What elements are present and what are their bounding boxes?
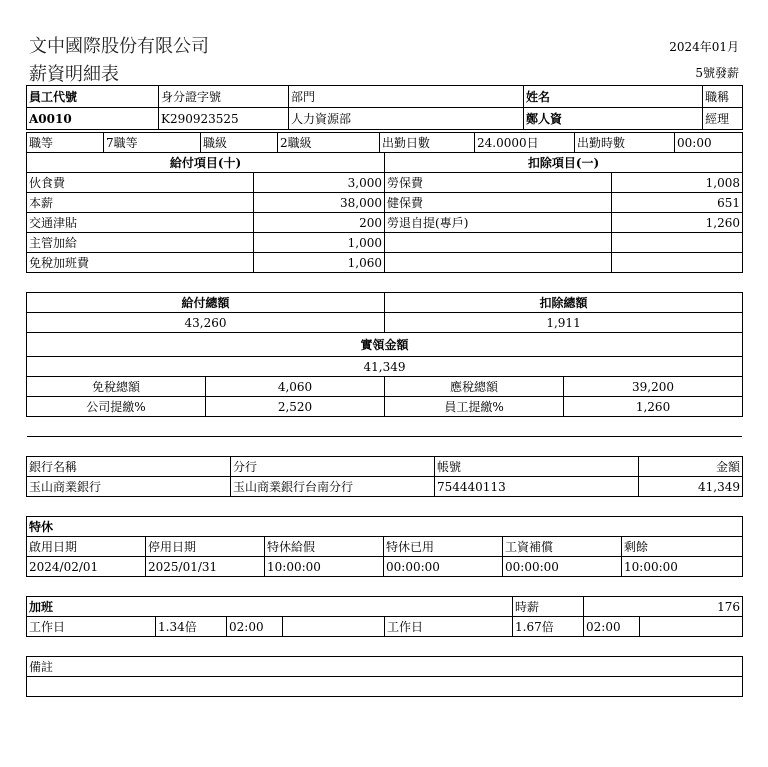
employee-id-value: A0010 — [27, 108, 159, 130]
grade-label: 職級 — [201, 133, 278, 153]
net-pay-label: 實領金額 — [27, 333, 743, 357]
company-pension-label: 公司提繳% — [27, 397, 206, 417]
leave-used-value: 00:00:00 — [384, 557, 503, 577]
employee-info-table — [26, 85, 743, 130]
name-label: 姓名 — [524, 86, 703, 108]
rank-label: 職等 — [27, 133, 104, 153]
leave-used-label: 特休已用 — [384, 537, 503, 557]
items-table — [26, 152, 743, 273]
deduct-total-value: 1,911 — [385, 313, 743, 333]
pay-total-value: 43,260 — [27, 313, 385, 333]
employee-id-label: 員工代號 — [27, 86, 159, 108]
attend-hours-value: 00:00 — [675, 133, 743, 153]
leave-comp-value: 00:00:00 — [503, 557, 622, 577]
leave-granted-label: 特休給假 — [265, 537, 384, 557]
deduct-item-amount: 1,008 — [612, 173, 743, 193]
bank-table — [26, 456, 743, 497]
company-pension-value: 2,520 — [206, 397, 385, 417]
net-pay-value: 41,349 — [27, 357, 743, 377]
pay-item-amount: 38,000 — [254, 193, 385, 213]
taxfree-total-label: 免稅總額 — [27, 377, 206, 397]
deduct-item-name: 勞退自提(專戶) — [385, 213, 612, 233]
bank-branch-value: 玉山商業銀行台南分行 — [231, 477, 435, 497]
hourly-wage-value: 176 — [584, 597, 743, 617]
position-value: 經理 — [703, 108, 743, 130]
grade-value: 2職級 — [278, 133, 380, 153]
taxable-total-label: 應稅總額 — [385, 377, 564, 397]
leave-granted-value: 10:00:00 — [265, 557, 384, 577]
deduct-item-name: 健保費 — [385, 193, 612, 213]
bank-name-value: 玉山商業銀行 — [27, 477, 231, 497]
employee-pension-value: 1,260 — [564, 397, 743, 417]
position-label: 職稱 — [703, 86, 743, 108]
overtime-blank — [283, 617, 385, 637]
deduct-total-label: 扣除總額 — [385, 293, 743, 313]
department-label: 部門 — [289, 86, 524, 108]
department-value: 人力資源部 — [289, 108, 524, 130]
pay-items-header: 給付項目(十) — [27, 153, 385, 173]
leave-end-label: 停用日期 — [146, 537, 265, 557]
overtime-hours: 02:00 — [584, 617, 640, 637]
pay-item-name: 伙食費 — [27, 173, 254, 193]
pay-item-amount: 1,060 — [254, 253, 385, 273]
overtime-rate: 1.67倍 — [513, 617, 584, 637]
item-row — [27, 173, 743, 193]
bank-branch-label: 分行 — [231, 457, 435, 477]
leave-end-value: 2025/01/31 — [146, 557, 265, 577]
taxfree-total-value: 4,060 — [206, 377, 385, 397]
pay-item-amount: 200 — [254, 213, 385, 233]
leave-remain-label: 剩餘 — [622, 537, 743, 557]
pay-item-amount: 1,000 — [254, 233, 385, 253]
bank-account-value: 754440113 — [435, 477, 639, 497]
leave-start-label: 啟用日期 — [27, 537, 146, 557]
attend-days-label: 出勤日數 — [380, 133, 475, 153]
company-name: 文中國際股份有限公司 — [29, 36, 209, 57]
pay-total-label: 給付總額 — [27, 293, 385, 313]
hourly-wage-label: 時薪 — [513, 597, 584, 617]
pay-period: 2024年01月 — [669, 40, 739, 54]
item-row — [27, 253, 743, 273]
item-row — [27, 193, 743, 213]
deduct-item-amount — [612, 233, 743, 253]
name-value: 鄭人資 — [524, 108, 703, 130]
leave-start-value: 2024/02/01 — [27, 557, 146, 577]
pay-item-name: 免稅加班費 — [27, 253, 254, 273]
document-title: 薪資明細表 — [29, 64, 119, 85]
totals-table — [26, 292, 743, 417]
deduct-item-amount: 1,260 — [612, 213, 743, 233]
overtime-day-type: 工作日 — [27, 617, 156, 637]
leave-title: 特休 — [27, 517, 743, 537]
deduct-item-name: 勞保費 — [385, 173, 612, 193]
employee-rank-table — [26, 132, 743, 153]
bank-account-label: 帳號 — [435, 457, 639, 477]
leave-comp-label: 工資補償 — [503, 537, 622, 557]
overtime-rate: 1.34倍 — [156, 617, 227, 637]
remarks-table — [26, 656, 743, 697]
deduct-item-amount — [612, 253, 743, 273]
national-id-value: K290923525 — [159, 108, 289, 130]
bank-amount-value: 41,349 — [639, 477, 743, 497]
remarks-content — [27, 677, 743, 697]
pay-item-name: 交通津貼 — [27, 213, 254, 233]
deduct-item-name — [385, 233, 612, 253]
pay-item-amount: 3,000 — [254, 173, 385, 193]
section-divider — [27, 436, 742, 437]
leave-remain-value: 10:00:00 — [622, 557, 743, 577]
overtime-title: 加班 — [27, 597, 513, 617]
employee-pension-label: 員工提繳% — [385, 397, 564, 417]
item-row — [27, 233, 743, 253]
pay-day: 5號發薪 — [695, 66, 739, 80]
overtime-day-type: 工作日 — [385, 617, 513, 637]
item-row — [27, 213, 743, 233]
deduct-item-amount: 651 — [612, 193, 743, 213]
overtime-table — [26, 596, 743, 637]
attend-days-value: 24.0000日 — [475, 133, 575, 153]
attend-hours-label: 出勤時數 — [575, 133, 675, 153]
leave-table — [26, 516, 743, 577]
overtime-hours: 02:00 — [227, 617, 283, 637]
taxable-total-value: 39,200 — [564, 377, 743, 397]
pay-item-name: 主管加給 — [27, 233, 254, 253]
overtime-blank — [640, 617, 743, 637]
pay-item-name: 本薪 — [27, 193, 254, 213]
bank-name-label: 銀行名稱 — [27, 457, 231, 477]
deduct-items-header: 扣除項目(一) — [385, 153, 743, 173]
national-id-label: 身分證字號 — [159, 86, 289, 108]
rank-value: 7職等 — [104, 133, 201, 153]
remarks-title: 備註 — [27, 657, 743, 677]
bank-amount-label: 金額 — [639, 457, 743, 477]
deduct-item-name — [385, 253, 612, 273]
